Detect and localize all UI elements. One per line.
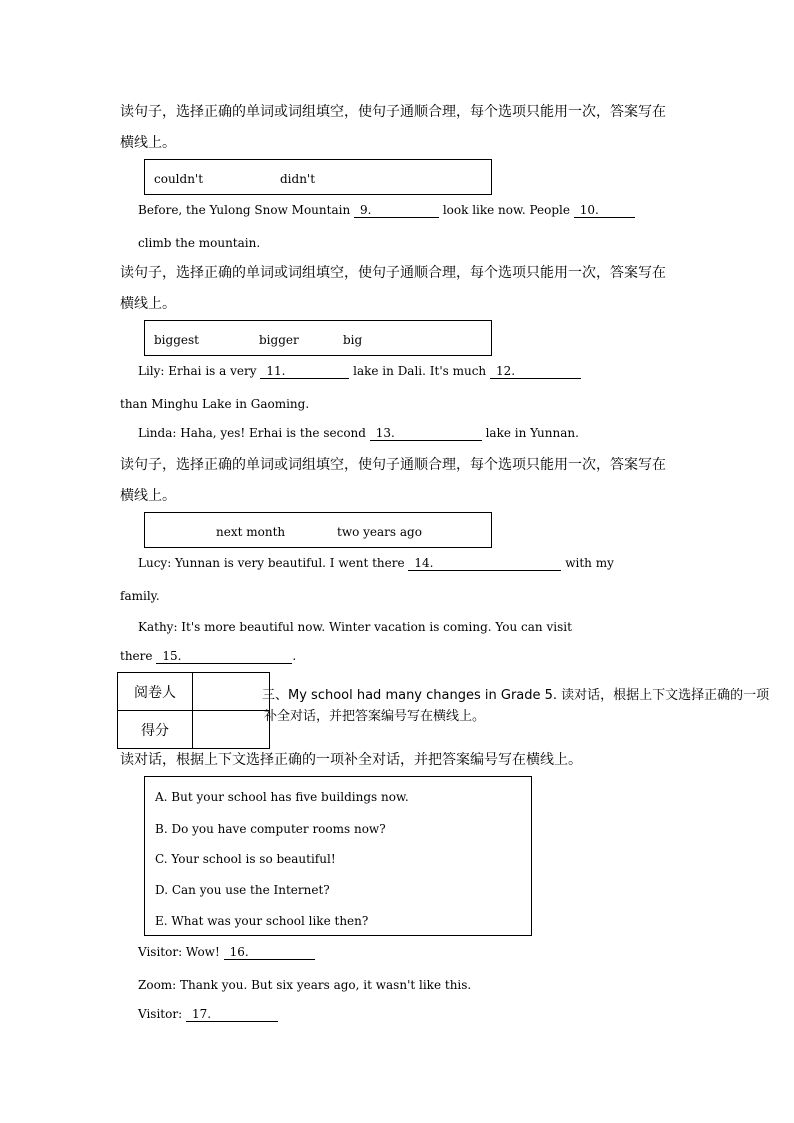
- grader-label: 阅卷人: [118, 673, 193, 711]
- option-d: D. Can you use the Internet?: [155, 883, 330, 897]
- option-a: A. But your school has five buildings now.: [155, 790, 409, 804]
- dialogue-line: [138, 363, 581, 379]
- score-cell[interactable]: [193, 711, 270, 749]
- word-option: two years ago: [337, 525, 422, 539]
- word-bank-box: [144, 159, 492, 195]
- blank-13[interactable]: 13.: [370, 427, 482, 441]
- text: Visitor: Wow!: [138, 945, 224, 959]
- word-option: couldn't: [154, 172, 204, 186]
- text: Before, the Yulong Snow Mountain: [138, 203, 354, 217]
- section-title-cont: 补全对话，并把答案编号写在横线上。: [264, 709, 486, 724]
- dialogue-line: Kathy: It's more beautiful now. Winter vacation is coming. You can visit: [138, 620, 572, 634]
- dialogue-line: [138, 555, 614, 571]
- dialogue-line: than Minghu Lake in Gaoming.: [120, 397, 310, 411]
- text: Linda: Haha, yes! Erhai is the second: [138, 426, 370, 440]
- word-option: didn't: [280, 172, 316, 186]
- dialogue-line: family.: [120, 589, 160, 603]
- instruction-cont: 横线上。: [120, 296, 176, 312]
- instruction: 读句子，选择正确的单词或词组填空，使句子通顺合理，每个选项只能用一次，答案写在: [120, 265, 666, 281]
- dialogue-line: [120, 648, 296, 664]
- text: with my: [561, 556, 614, 570]
- text: Lucy: Yunnan is very beautiful. I went there: [138, 556, 409, 570]
- dialogue-line: [138, 425, 579, 441]
- instruction-cont: 横线上。: [120, 488, 176, 504]
- blank-11[interactable]: 11.: [260, 365, 349, 379]
- section-title: 三、My school had many changes in Grade 5. 读对话，根据上下文选择正确的一项: [262, 688, 770, 703]
- word-option: bigger: [259, 333, 299, 347]
- word-option: next month: [216, 525, 286, 539]
- blank-15[interactable]: 15.: [156, 650, 292, 664]
- option-c: C. Your school is so beautiful!: [155, 852, 336, 866]
- word-option: big: [343, 333, 363, 347]
- instruction: 读对话，根据上下文选择正确的一项补全对话，并把答案编号写在横线上。: [120, 752, 582, 768]
- word-bank-box: [144, 512, 492, 548]
- text: there: [120, 649, 157, 663]
- blank-10[interactable]: 10.: [574, 204, 635, 218]
- instruction-cont: 横线上。: [120, 135, 176, 151]
- text: look like now. People: [439, 203, 574, 217]
- dialogue-line: [138, 944, 315, 960]
- grader-cell[interactable]: [193, 673, 270, 711]
- blank-9[interactable]: 9.: [354, 204, 439, 218]
- word-option: biggest: [154, 333, 199, 347]
- text: .: [292, 649, 297, 663]
- text: Lily: Erhai is a very: [138, 364, 261, 378]
- word-bank-box: [144, 320, 492, 356]
- instruction: 读句子，选择正确的单词或词组填空，使句子通顺合理，每个选项只能用一次，答案写在: [120, 457, 666, 473]
- sentence: climb the mountain.: [138, 236, 261, 250]
- text: lake in Dali. It's much: [349, 364, 490, 378]
- blank-14[interactable]: 14.: [408, 557, 561, 571]
- blank-12[interactable]: 12.: [490, 365, 581, 379]
- option-b: B. Do you have computer rooms now?: [155, 822, 386, 836]
- dialogue-line: [138, 1006, 278, 1022]
- options-box: [144, 776, 532, 936]
- text: Visitor:: [138, 1007, 186, 1021]
- text: lake in Yunnan.: [481, 426, 579, 440]
- instruction: 读句子，选择正确的单词或词组填空，使句子通顺合理，每个选项只能用一次，答案写在: [120, 104, 666, 120]
- score-label: 得分: [118, 711, 193, 749]
- blank-17[interactable]: 17.: [186, 1008, 278, 1022]
- dialogue-line: Zoom: Thank you. But six years ago, it wasn't like this.: [138, 978, 472, 992]
- score-table: [117, 672, 270, 749]
- sentence: [138, 202, 635, 218]
- blank-16[interactable]: 16.: [224, 946, 315, 960]
- option-e: E. What was your school like then?: [155, 914, 369, 928]
